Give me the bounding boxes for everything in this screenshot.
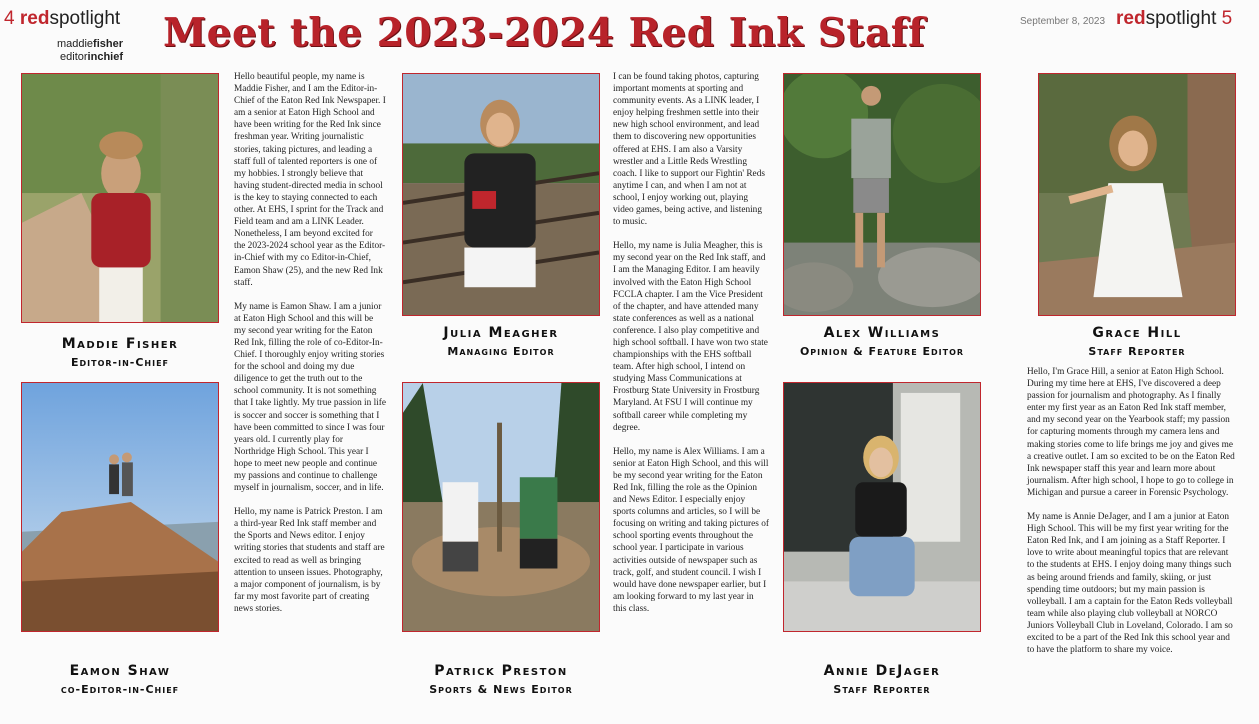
bio-julia-meagher: Hello, my name is Julia Meagher, this is my second year on the Red Ink staff, and I am the Managing Editor. I am heavily involved with the Eaton High School FCCLA chapter. I am the Vice President of the chapter, and have attended many state conferences as well as a national conference. I also play competitive and high school softball. I have won two state championships with the EHS softball team. After high school, I intend on studying Mass Communications at Frostburg State University in Frostburg Maryland. At FSU I will continue my softball career while completing my degree.: [613, 241, 768, 433]
staff-name-eamon-shaw: Eamon Shaw: [69, 663, 171, 679]
right-page-number: 5: [1221, 8, 1233, 29]
staff-name-patrick-preston: Patrick Preston: [434, 663, 568, 679]
bio-grace-hill: Hello, I'm Grace Hill, a senior at Eaton High School. During my time here at EHS, I've discovered a deep passion for journalism and photography. As I finally enter my first year as an Eaton Red Ink staff member, and my second year on the Yearbook staff; my passion for capturing moments through my camera lens and making stories come to life brings me joy and gives me a creative outlet. I am so excited to be on the Eaton Red Ink newspaper staff this year and learn more about journalism. After high school, I hope to go to college in Michigan and pursue a career in Forensic Psychology.: [1027, 367, 1235, 498]
bio-eamon-shaw: My name is Eamon Shaw. I am a junior at Eaton High School and this will be my second year writing for the Eaton Red Ink, filling the role of co-Editor-In-Chief. I thoroughly enjoy writing stories for the school and doing my due diligence to get the truth out to the school community. It is not something that I take lightly. My true passion in life is soccer and soccer is something that I have been committed to since I was four years old. I currently play for Northridge High School. This year I hope to meet new people and continue my passions and continue to challenge myself in journalism, soccer, and in life.: [234, 301, 386, 494]
staff-name-alex-williams: Alex Williams: [823, 325, 941, 341]
byline-role: editorinchief: [60, 51, 123, 63]
photo-grace-hill: [1038, 73, 1236, 316]
left-page-number: 4: [4, 8, 15, 29]
staff-name-maddie-fisher: Maddie Fisher: [61, 336, 179, 352]
right-folio: [1116, 8, 1232, 30]
left-section-rest: spotlight: [49, 8, 121, 29]
photo-eamon-shaw: [21, 382, 219, 632]
right-section-rest: spotlight: [1145, 8, 1217, 29]
photo-julia-meagher: [402, 73, 600, 316]
bio-annie-dejager: My name is Annie DeJager, and I am a junior at Eaton High School. This will be my first year writing for the Eaton Red Ink, and I am joining as a Staff Reporter. I love to write about meaningful topics that are relevant to the students at EHS. I enjoy doing many things such as being around friends and family, skiing, or just spending time outdoors; but my main passion is volleyball. I am a captain for the Eaton Reds volleyball team while also playing club volleyball at NORCO Juniors Volleyball Club in Loveland, Colorado. I am so excited to be a part of the Red Ink this school year and to have the platform to share my voice.: [1027, 512, 1233, 656]
bio-maddie-fisher: Hello beautiful people, my name is Maddie Fisher, and I am the Editor-in-Chief of the Eaton Red Ink Newspaper. I am a senior at Eaton High School and have been writing for the Red Ink since freshman year. Writing journalistic stories, taking pictures, and leading a staff full of talented reporters is one of my hobbies. I strongly believe that having student-directed media in school is the key to staying connected to each other. At EHS, I sprint for the Track and Field team and am a LINK Leader. Nonetheless, I am beyond excited for the 2023-2024 school year as the Editor-in-Chief with my co Editor-in-Chief, Eamon Shaw (25), and the new Red Ink staff.: [234, 72, 386, 288]
photo-patrick-preston: [402, 382, 600, 632]
left-section-red: red: [19, 8, 50, 29]
staff-role-maddie-fisher: Editor-in-Chief: [70, 356, 170, 369]
photo-maddie-fisher: [21, 73, 219, 323]
staff-role-annie-dejager: Staff Reporter: [833, 683, 931, 696]
staff-name-annie-dejager: Annie DeJager: [823, 663, 941, 679]
bio-column-6: [1027, 366, 1237, 668]
staff-role-eamon-shaw: co-Editor-in-Chief: [60, 683, 180, 696]
bio-column-4: [613, 71, 769, 627]
byline-name: maddiefisher: [56, 38, 123, 50]
staff-role-patrick-preston: Sports & News Editor: [429, 683, 573, 696]
issue-date: September 8, 2023: [1020, 16, 1106, 27]
photo-annie-dejager: [783, 382, 981, 632]
page-headline: Meet the 2023-2024 Red Ink Staff: [163, 10, 926, 56]
staff-role-grace-hill: Staff Reporter: [1088, 345, 1186, 358]
bio-alex-williams: Hello, my name is Alex Williams. I am a senior at Eaton High School, and this will be my second year writing for the Eaton Red Ink, filling the role as the Opinion and News Editor. I especially enjoy sports columns and articles, so I will be focusing on writing and taking pictures of school sporting events throughout the school year. I participate in various activities outside of newspaper such as track, golf, and student council. I wish I would have done newspaper earlier, but I am looking forward to my last year in this class.: [613, 446, 769, 614]
bio-patrick-preston: Hello, my name is Patrick Preston. I am a third-year Red Ink staff member and the Sports and News editor. I enjoy writing stories that students and staff are excited to read as well as bringing attention to unseen issues. Photography, a major component of journalism, is by far my most favorite part of creating news stories.: [234, 507, 385, 614]
bio-column-2: [234, 71, 386, 627]
right-section-red: red: [1116, 8, 1146, 29]
photo-alex-williams: [783, 73, 981, 316]
bio-patrick-preston-cont: I can be found taking photos, capturing important moments at sporting and community events. As a LINK leader, I enjoy helping freshmen settle into their new high school environment, and lead them to discovering new opportunities offered at EHS. I am also a Varsity wrestler and a Little Reds Wrestling coach. I like to support our Fightin' Reds anytime I can, and when I am not at school, I enjoy working out, playing video games, being active, and listening to music.: [613, 72, 765, 228]
staff-name-julia-meagher: Julia Meagher: [443, 325, 559, 341]
staff-role-alex-williams: Opinion & Feature Editor: [799, 345, 965, 358]
byline: [46, 38, 123, 64]
left-folio: [4, 8, 120, 30]
staff-role-julia-meagher: Managing Editor: [447, 345, 555, 358]
staff-name-grace-hill: Grace Hill: [1092, 325, 1182, 341]
